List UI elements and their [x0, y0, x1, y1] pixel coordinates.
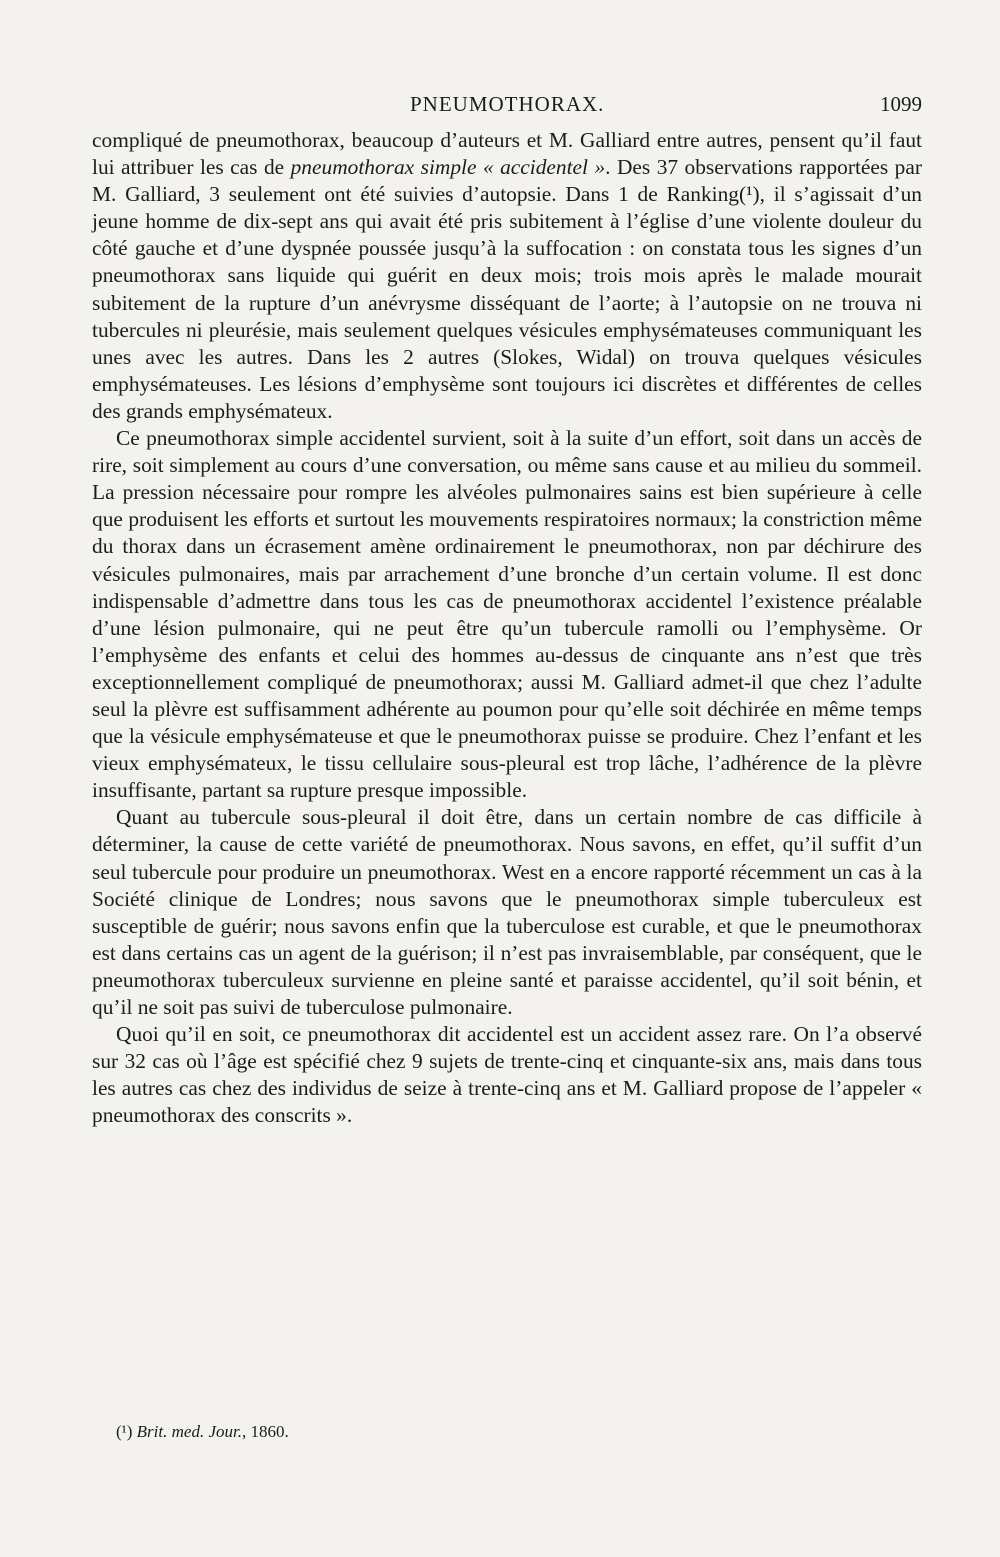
paragraph-3: Quant au tubercule sous-pleural il doit être, dans un certain nombre de cas difficile à déterminer, la cause de cette variété de pneumothorax. Nous savons, en effet, qu’il suffit d’un seul tubercule pour produire un pneumothorax. West en a encore rapporté récemment un cas à la Société clinique de Londres; nous savons que le pneumothorax simple tuberculeux est susceptible de guérir; nous savons enfin que la tuberculose est curable, et que le pneumothorax est dans certains cas un agent de la guérison; il n’est pas invraisemblable, par conséquent, que le pneumothorax tuberculeux survienne en pleine santé et paraisse accidentel, qu’il soit bénin, et qu’il ne soit pas suivi de tuberculose pulmonaire.	[92, 805, 922, 1019]
paragraph-1-part-c: , il s’agissait d’un jeune homme de dix-sept ans qui avait été pris subitement à l’église d’une violente douleur du côté gauche et d’une dyspnée poussée jusqu’à la suffocation : on constata tous les signes d’un pneumothorax sans liquide qui guérit en deux mois; trois mois après le malade mourait subitement de la rupture d’un anévrysme disséquant de l’aorte; à l’autopsie on ne trouva ni tubercules ni pleurésie, mais seulement quelques vésicules emphysémateuses communiquant les unes avec les autres. Dans les 2 autres (Slokes, Widal) on trouva quelques vésicules emphysémateuses. Les lésions d’emphysème sont toujours ici discrètes et différentes de celles des grands emphysémateux.	[92, 182, 922, 423]
paragraph-4: Quoi qu’il en soit, ce pneumothorax dit accidentel est un accident assez rare. On l’a observé sur 32 cas où l’âge est spécifié chez 9 sujets de trente-cinq et cinquante-six ans, mais dans tous les autres cas chez des individus de seize à trente-cinq ans et M. Galliard propose de l’appeler « pneumothorax des conscrits ».	[92, 1022, 922, 1128]
page-number: 1099	[880, 92, 922, 116]
footnote	[116, 1422, 289, 1442]
paragraph-1-part-a: compliqué de pneumothorax, beaucoup d’auteurs et M. Galliard entre autres, pensent qu’il faut lui attribuer les cas de	[92, 128, 922, 180]
paragraph-2: Ce pneumothorax simple accidentel survient, soit à la suite d’un effort, soit dans un accès de rire, soit simplement au cours d’une conversation, ou même sans cause et au milieu du sommeil. La pression nécessaire pour rompre les alvéoles pulmonaires sains est bien supérieure à celle que produisent les efforts et surtout les mouvements respiratoires normaux; la constriction même du thorax dans un écrasement amène ordinairement le pneumothorax, non par déchirure des vésicules pulmonaires, mais par arrachement d’une bronche d’un certain volume. Il est donc indispensable d’admettre dans tous les cas de pneumothorax accidentel l’existence préalable d’une lésion pulmonaire, qui ne peut être qu’un tubercule ramolli ou l’emphysème. Or l’emphysème des enfants et celui des hommes au-dessus de cinquante ans n’est que très exceptionnellement compliqué de pneumothorax; aussi M. Galliard admet-il que chez l’adulte seul la plèvre est suffisamment adhérente au poumon pour qu’elle soit déchirée en même temps que la vésicule emphysémateuse et que le pneumothorax puisse se produire. Chez l’enfant et les vieux emphysémateux, le tissu cellulaire sous-pleural est trop lâche, l’adhérence de la plèvre insuffisante, partant sa rupture presque impossible.	[92, 426, 922, 803]
footnote-reference[interactable]: (¹)	[739, 182, 760, 207]
running-title: PNEUMOTHORAX.	[410, 92, 605, 116]
running-head	[92, 92, 922, 122]
paragraph-1-italic: pneumothorax simple « accidentel »	[290, 155, 606, 180]
body-text	[92, 127, 922, 1129]
footnote-marker: (¹)	[116, 1422, 133, 1441]
paragraph-1	[92, 127, 922, 425]
paragraph-1-part-b: . Des 37 observations rapportées par M. Galliard, 3 seulement ont été suivies d’autopsie. Dans 1 de Ranking	[92, 155, 922, 207]
footnote-year: , 1860.	[241, 1422, 289, 1441]
footnote-source: Brit. med. Jour.	[136, 1422, 242, 1441]
